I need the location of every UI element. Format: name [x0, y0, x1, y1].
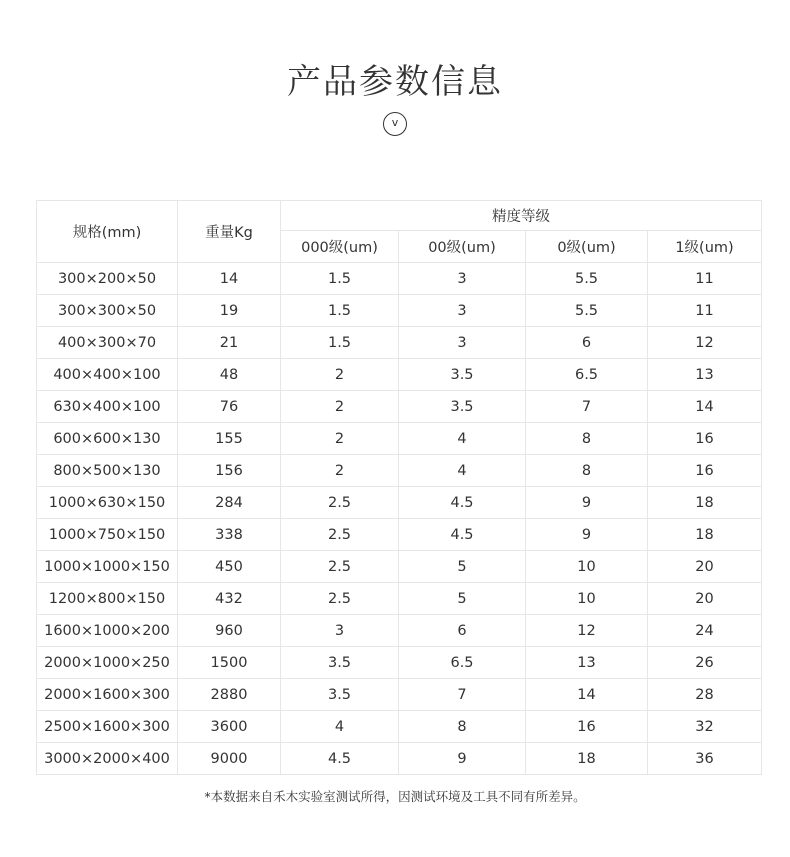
cell-grade-1: 13 — [648, 359, 762, 391]
page-title: 产品参数信息 — [287, 62, 503, 102]
cell-spec: 1000×1000×150 — [37, 551, 178, 583]
cell-grade-000: 2 — [281, 391, 399, 423]
cell-weight: 432 — [178, 583, 281, 615]
cell-weight: 156 — [178, 455, 281, 487]
cell-spec: 300×300×50 — [37, 295, 178, 327]
cell-grade-0: 6 — [526, 327, 648, 359]
cell-grade-0: 9 — [526, 487, 648, 519]
table-row — [37, 615, 762, 647]
cell-grade-0: 18 — [526, 743, 648, 775]
cell-grade-0: 10 — [526, 583, 648, 615]
cell-grade-000: 4.5 — [281, 743, 399, 775]
cell-grade-000: 3.5 — [281, 679, 399, 711]
table-row — [37, 711, 762, 743]
cell-spec: 3000×2000×400 — [37, 743, 178, 775]
cell-grade-1: 11 — [648, 263, 762, 295]
cell-grade-00: 6 — [399, 615, 526, 647]
cell-grade-1: 16 — [648, 423, 762, 455]
cell-grade-1: 20 — [648, 583, 762, 615]
cell-grade-00: 4 — [399, 423, 526, 455]
cell-grade-00: 5 — [399, 583, 526, 615]
cell-weight: 2880 — [178, 679, 281, 711]
cell-grade-1: 32 — [648, 711, 762, 743]
cell-grade-000: 1.5 — [281, 327, 399, 359]
cell-grade-0: 7 — [526, 391, 648, 423]
header-grade: 1级(um) — [648, 231, 762, 263]
header-grade: 000级(um) — [281, 231, 399, 263]
cell-weight: 14 — [178, 263, 281, 295]
cell-grade-0: 8 — [526, 423, 648, 455]
cell-grade-000: 2.5 — [281, 487, 399, 519]
cell-grade-000: 2 — [281, 359, 399, 391]
cell-grade-00: 6.5 — [399, 647, 526, 679]
cell-grade-0: 13 — [526, 647, 648, 679]
table-row — [37, 327, 762, 359]
cell-grade-1: 18 — [648, 487, 762, 519]
cell-grade-000: 2 — [281, 455, 399, 487]
cell-grade-0: 6.5 — [526, 359, 648, 391]
cell-grade-0: 10 — [526, 551, 648, 583]
cell-grade-000: 3 — [281, 615, 399, 647]
cell-weight: 76 — [178, 391, 281, 423]
cell-grade-000: 2 — [281, 423, 399, 455]
cell-grade-000: 3.5 — [281, 647, 399, 679]
cell-weight: 450 — [178, 551, 281, 583]
cell-grade-000: 2.5 — [281, 519, 399, 551]
header-precision-group: 精度等级 — [281, 201, 762, 231]
table-row — [37, 487, 762, 519]
cell-spec: 400×300×70 — [37, 327, 178, 359]
cell-grade-000: 2.5 — [281, 583, 399, 615]
cell-spec: 630×400×100 — [37, 391, 178, 423]
cell-grade-1: 14 — [648, 391, 762, 423]
cell-grade-1: 24 — [648, 615, 762, 647]
cell-grade-0: 5.5 — [526, 263, 648, 295]
chevron-down-icon: v — [383, 112, 407, 136]
header-grade: 0级(um) — [526, 231, 648, 263]
spec-table — [36, 200, 762, 775]
cell-grade-1: 28 — [648, 679, 762, 711]
table-row — [37, 423, 762, 455]
cell-spec: 1200×800×150 — [37, 583, 178, 615]
table-row — [37, 263, 762, 295]
table-header-row — [37, 201, 762, 231]
table-row — [37, 551, 762, 583]
header-grade: 00级(um) — [399, 231, 526, 263]
table-row — [37, 295, 762, 327]
cell-grade-000: 2.5 — [281, 551, 399, 583]
cell-grade-0: 9 — [526, 519, 648, 551]
cell-grade-000: 1.5 — [281, 295, 399, 327]
cell-grade-00: 4 — [399, 455, 526, 487]
cell-grade-00: 9 — [399, 743, 526, 775]
cell-weight: 155 — [178, 423, 281, 455]
table-row — [37, 583, 762, 615]
cell-spec: 2500×1600×300 — [37, 711, 178, 743]
cell-grade-1: 20 — [648, 551, 762, 583]
cell-grade-00: 4.5 — [399, 487, 526, 519]
cell-weight: 960 — [178, 615, 281, 647]
cell-grade-1: 36 — [648, 743, 762, 775]
cell-grade-00: 4.5 — [399, 519, 526, 551]
cell-spec: 300×200×50 — [37, 263, 178, 295]
cell-grade-00: 3 — [399, 327, 526, 359]
table-row — [37, 679, 762, 711]
cell-grade-1: 11 — [648, 295, 762, 327]
header-spec: 规格(mm) — [37, 201, 178, 263]
cell-spec: 400×400×100 — [37, 359, 178, 391]
cell-grade-00: 5 — [399, 551, 526, 583]
table-row — [37, 359, 762, 391]
cell-weight: 19 — [178, 295, 281, 327]
table-row — [37, 455, 762, 487]
table-row — [37, 391, 762, 423]
cell-grade-1: 16 — [648, 455, 762, 487]
table-row — [37, 519, 762, 551]
cell-weight: 338 — [178, 519, 281, 551]
cell-grade-00: 3.5 — [399, 359, 526, 391]
table-row — [37, 647, 762, 679]
cell-spec: 800×500×130 — [37, 455, 178, 487]
cell-grade-00: 3 — [399, 263, 526, 295]
cell-grade-0: 5.5 — [526, 295, 648, 327]
cell-spec: 600×600×130 — [37, 423, 178, 455]
cell-weight: 9000 — [178, 743, 281, 775]
cell-spec: 1000×750×150 — [37, 519, 178, 551]
cell-grade-00: 3.5 — [399, 391, 526, 423]
cell-weight: 48 — [178, 359, 281, 391]
cell-weight: 284 — [178, 487, 281, 519]
header-weight: 重量Kg — [178, 201, 281, 263]
cell-grade-1: 12 — [648, 327, 762, 359]
cell-spec: 2000×1600×300 — [37, 679, 178, 711]
cell-spec: 1000×630×150 — [37, 487, 178, 519]
table-row — [37, 743, 762, 775]
cell-grade-00: 7 — [399, 679, 526, 711]
cell-grade-1: 26 — [648, 647, 762, 679]
cell-grade-000: 4 — [281, 711, 399, 743]
cell-grade-000: 1.5 — [281, 263, 399, 295]
cell-grade-0: 8 — [526, 455, 648, 487]
cell-weight: 21 — [178, 327, 281, 359]
cell-spec: 2000×1000×250 — [37, 647, 178, 679]
cell-grade-1: 18 — [648, 519, 762, 551]
table-body — [37, 263, 762, 775]
cell-weight: 3600 — [178, 711, 281, 743]
cell-grade-00: 8 — [399, 711, 526, 743]
cell-weight: 1500 — [178, 647, 281, 679]
cell-grade-0: 14 — [526, 679, 648, 711]
cell-spec: 1600×1000×200 — [37, 615, 178, 647]
footnote: *本数据来自禾木实验室测试所得，因测试环境及工具不同有所差异。 — [204, 789, 586, 804]
cell-grade-0: 12 — [526, 615, 648, 647]
cell-grade-00: 3 — [399, 295, 526, 327]
cell-grade-0: 16 — [526, 711, 648, 743]
